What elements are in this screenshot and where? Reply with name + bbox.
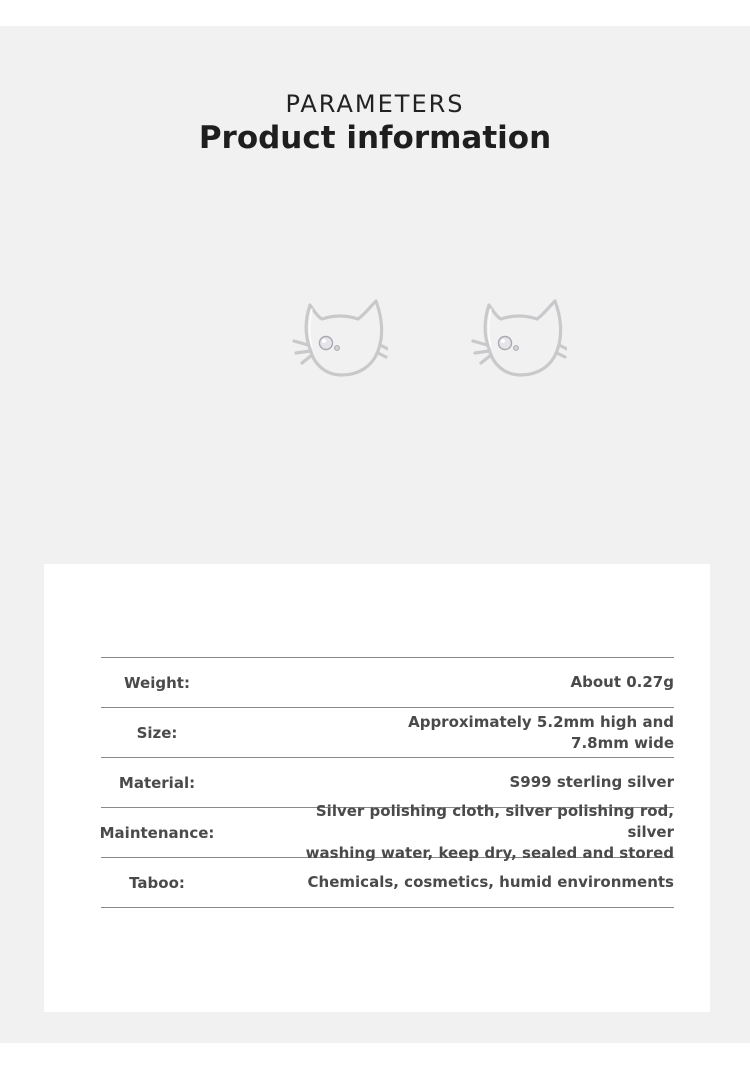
spec-label: Taboo:: [129, 873, 185, 892]
product-info-panel: [0, 26, 750, 1043]
spec-value: [274, 802, 674, 862]
spec-value-line: About 0.27g: [570, 673, 674, 691]
table-row: [101, 658, 674, 708]
spec-value-line: Chemicals, cosmetics, humid environments: [307, 873, 674, 891]
spec-label: Weight:: [124, 673, 190, 692]
spec-value-line: S999 sterling silver: [509, 773, 674, 791]
spec-value-line: Approximately 5.2mm high and: [408, 712, 674, 731]
cat-earring-icon: [288, 293, 388, 383]
spec-label: Size:: [136, 723, 178, 742]
spec-value: [274, 708, 674, 757]
spec-value-line: washing water, keep dry, sealed and stored: [305, 844, 674, 862]
spec-value-line: 7.8mm wide: [571, 733, 674, 752]
spec-value: [274, 758, 674, 807]
section-subtitle: PARAMETERS: [285, 90, 465, 118]
page-title: Product information: [198, 120, 552, 156]
spec-label: Maintenance:: [99, 823, 215, 842]
spec-label: Material:: [118, 773, 196, 792]
spec-value: [274, 858, 674, 907]
cat-earring-icon: [467, 293, 567, 383]
table-row: [101, 708, 674, 758]
spec-value-line: Silver polishing cloth, silver polishing rod, silver: [315, 802, 674, 841]
spec-card: [44, 564, 710, 1012]
spec-table: [101, 657, 674, 908]
spec-value: [274, 658, 674, 707]
table-row: [99, 802, 674, 862]
table-row: [101, 858, 674, 908]
